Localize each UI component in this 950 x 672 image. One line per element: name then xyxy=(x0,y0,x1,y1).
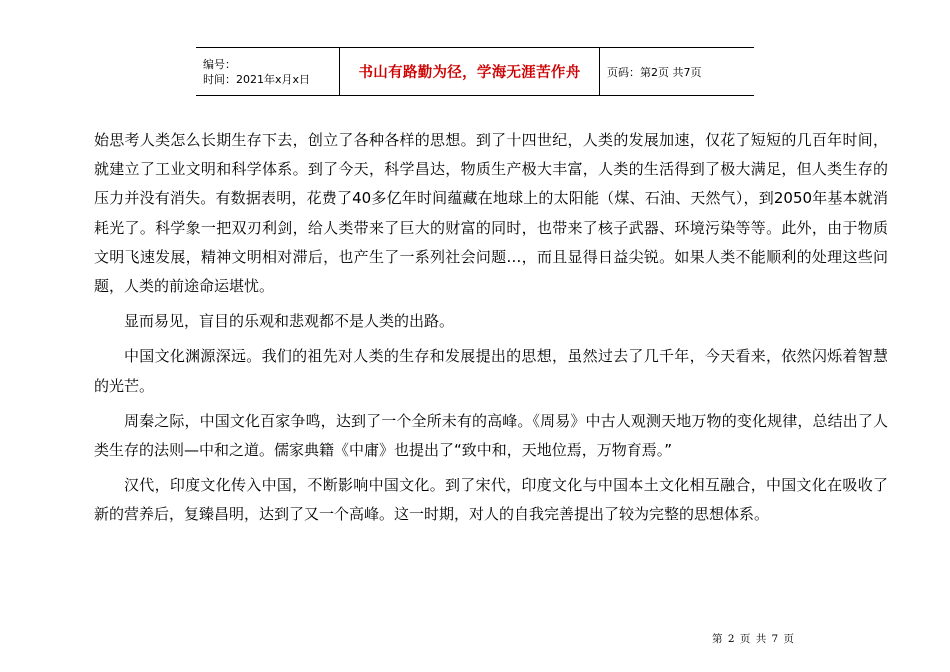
document-body xyxy=(94,126,888,536)
motto: 书山有路勤为径，学海无涯苦作舟 xyxy=(358,65,581,81)
paragraph: 显而易见，盲目的乐观和悲观都不是人类的出路。 xyxy=(124,312,455,331)
paragraph: 始思考人类怎么长期生存下去，创立了各种各样的思想。到了十四世纪，人类的发展加速，仅花了短短的几百年时间，就建立了工业文明和科学体系。到了今天，科学昌达，物质生产极大丰富，人类的生活得到了极大满足，但人类生存的压力并没有消失。有数据表明，花费了40多亿年时间蕴藏在地球上的太阳能（煤、石油、天然气），到2050年基本就消耗光了。科学象一把双刃利剑，给人类带来了巨大的财富的同时，也带来了核子武器、环境污染等等。此外，由于物质文明飞速发展，精神文明相对滞后，也产生了一系列社会问题…，而且显得日益尖锐。如果人类不能顺利的处理这些问题，人类的前途命运堪忧。 xyxy=(94,131,888,296)
header-meta xyxy=(196,48,340,95)
paragraph: 中国文化渊源深远。我们的祖先对人类的生存和发展提出的思想，虽然过去了几千年，今天看来，依然闪烁着智慧的光芒。 xyxy=(94,347,888,395)
time-label: 时间：2021年x月x日 xyxy=(203,72,311,86)
paragraph: 周秦之际，中国文化百家争鸣，达到了一个全所未有的高峰。《周易》中古人观测天地万物的变化规律，总结出了人类生存的法则—中和之道。儒家典籍《中庸》也提出了“致中和，天地位焉，万物育焉。” xyxy=(94,411,888,460)
number-label: 编号： xyxy=(203,57,236,71)
header-motto-cell xyxy=(340,48,600,95)
page-code: 页码：第2页 共7页 xyxy=(607,65,702,79)
paragraph: 汉代，印度文化传入中国，不断影响中国文化。到了宋代，印度文化与中国本土文化相互融合，中国文化在吸收了新的营养后，复臻昌明，达到了又一个高峰。这一时期，对人的自我完善提出了较为完整的思想体系。 xyxy=(94,476,888,524)
page-footer: 第 2 页 共 7 页 xyxy=(712,633,796,645)
page-header xyxy=(196,47,754,96)
header-page-cell xyxy=(600,48,754,95)
